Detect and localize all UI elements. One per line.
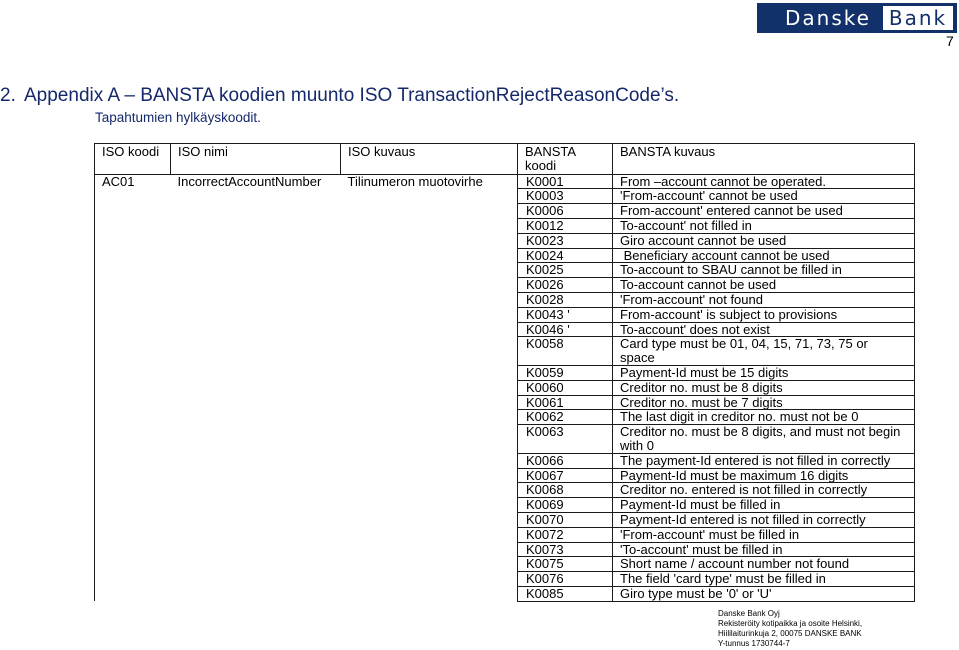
footer-address: Hiililaiturinkuja 2, 00075 DANSKE BANK — [718, 629, 862, 638]
bansta-description-cell: From –account cannot be operated. — [613, 174, 915, 189]
bansta-code-cell: K0058 — [518, 337, 613, 366]
page-number: 7 — [946, 33, 954, 49]
bansta-code-cell: K0076 — [518, 572, 613, 587]
bansta-code-cell: K0075 — [518, 557, 613, 572]
bansta-code-cell: K0001 — [518, 174, 613, 189]
bansta-description-cell: Creditor no. must be 8 digits, and must not begin with 0 — [613, 425, 915, 454]
header-iso-code: ISO koodi — [95, 144, 171, 175]
bansta-code-cell: K0006 — [518, 204, 613, 219]
section-title: Appendix A – BANSTA koodien muunto ISO TransactionRejectReasonCode’s. — [24, 85, 680, 106]
bansta-description-cell: To-account cannot be used — [613, 278, 915, 293]
bansta-code-cell: K0073 — [518, 542, 613, 557]
bansta-code-cell: K0028 — [518, 292, 613, 307]
bansta-code-cell: K0061 — [518, 395, 613, 410]
footer-company-name: Danske Bank Oyj — [718, 609, 780, 618]
header-iso-description: ISO kuvaus — [341, 144, 518, 175]
bansta-description-cell: Payment-Id must be filled in — [613, 498, 915, 513]
bansta-code-cell: K0067 — [518, 468, 613, 483]
bansta-description-cell: From-account' entered cannot be used — [613, 204, 915, 219]
iso-code-cell: AC01 — [95, 174, 171, 601]
bansta-description-cell: Payment-Id entered is not filled in correctly — [613, 512, 915, 527]
bansta-description-cell: Payment-Id must be 15 digits — [613, 365, 915, 380]
header-bansta-description: BANSTA kuvaus — [613, 144, 915, 175]
bansta-code-cell: K0012 — [518, 218, 613, 233]
iso-name-cell: IncorrectAccountNumber — [177, 174, 322, 189]
bansta-code-cell: K0062 — [518, 410, 613, 425]
bansta-code-cell: K0066 — [518, 453, 613, 468]
bansta-code-cell: K0043 ' — [518, 307, 613, 322]
bansta-description-cell: To-account' not filled in — [613, 218, 915, 233]
bansta-description-cell: 'To-account' must be filled in — [613, 542, 915, 557]
bansta-description-cell: Creditor no. must be 7 digits — [613, 395, 915, 410]
reject-code-table — [94, 143, 915, 602]
footer-registered-office: Rekisteröity kotipaikka ja osoite Helsinki, — [718, 619, 863, 628]
bansta-code-cell: K0072 — [518, 527, 613, 542]
logo-word-danske: Danske — [785, 6, 871, 30]
bansta-description-cell: The last digit in creditor no. must not be 0 — [613, 410, 915, 425]
bansta-description-cell: 'From-account' must be filled in — [613, 527, 915, 542]
bansta-description-cell: Creditor no. must be 8 digits — [613, 380, 915, 395]
bansta-description-cell: Giro account cannot be used — [613, 233, 915, 248]
bansta-code-cell: K0068 — [518, 483, 613, 498]
bansta-description-cell: To-account' does not exist — [613, 322, 915, 337]
bansta-description-cell: The payment-Id entered is not filled in correctly — [613, 453, 915, 468]
bansta-description-cell: Card type must be 01, 04, 15, 71, 73, 75 or space — [613, 337, 915, 366]
section-number: 2. — [0, 85, 16, 106]
bansta-code-cell: K0059 — [518, 365, 613, 380]
bansta-code-cell: K0003 — [518, 189, 613, 204]
iso-description-cell: Tilinumeron muotovirhe — [347, 174, 483, 189]
bansta-code-cell: K0023 — [518, 233, 613, 248]
bansta-description-cell: The field 'card type' must be filled in — [613, 572, 915, 587]
bansta-description-cell: Short name / account number not found — [613, 557, 915, 572]
bansta-code-cell: K0046 ' — [518, 322, 613, 337]
bansta-description-cell: 'From-account' not found — [613, 292, 915, 307]
bansta-description-cell: To-account to SBAU cannot be filled in — [613, 263, 915, 278]
company-footer — [718, 609, 862, 649]
bansta-code-cell: K0085 — [518, 586, 613, 601]
header-bansta-code: BANSTA koodi — [518, 144, 613, 175]
bansta-code-cell: K0069 — [518, 498, 613, 513]
bansta-description-cell: From-account' is subject to provisions — [613, 307, 915, 322]
bansta-description-cell: Giro type must be '0' or 'U' — [613, 586, 915, 601]
bansta-code-cell: K0070 — [518, 512, 613, 527]
bansta-description-cell: Creditor no. entered is not filled in correctly — [613, 483, 915, 498]
table-row — [95, 174, 915, 189]
bansta-description-cell: Beneficiary account cannot be used — [613, 248, 915, 263]
bansta-code-cell: K0063 — [518, 425, 613, 454]
section-subtitle: Tapahtumien hylkäyskoodit. — [95, 110, 261, 125]
bansta-description-cell: 'From-account' cannot be used — [613, 189, 915, 204]
danske-bank-logo — [757, 3, 957, 33]
bansta-description-cell: Payment-Id must be maximum 16 digits — [613, 468, 915, 483]
bansta-code-cell: K0060 — [518, 380, 613, 395]
header-iso-name: ISO nimi — [171, 144, 341, 175]
table-header-row — [95, 144, 915, 175]
logo-word-bank: Bank — [883, 6, 953, 30]
bansta-code-cell: K0026 — [518, 278, 613, 293]
footer-business-id: Y-tunnus 1730744-7 — [718, 639, 790, 648]
bansta-code-cell: K0025 — [518, 263, 613, 278]
bansta-code-cell: K0024 — [518, 248, 613, 263]
